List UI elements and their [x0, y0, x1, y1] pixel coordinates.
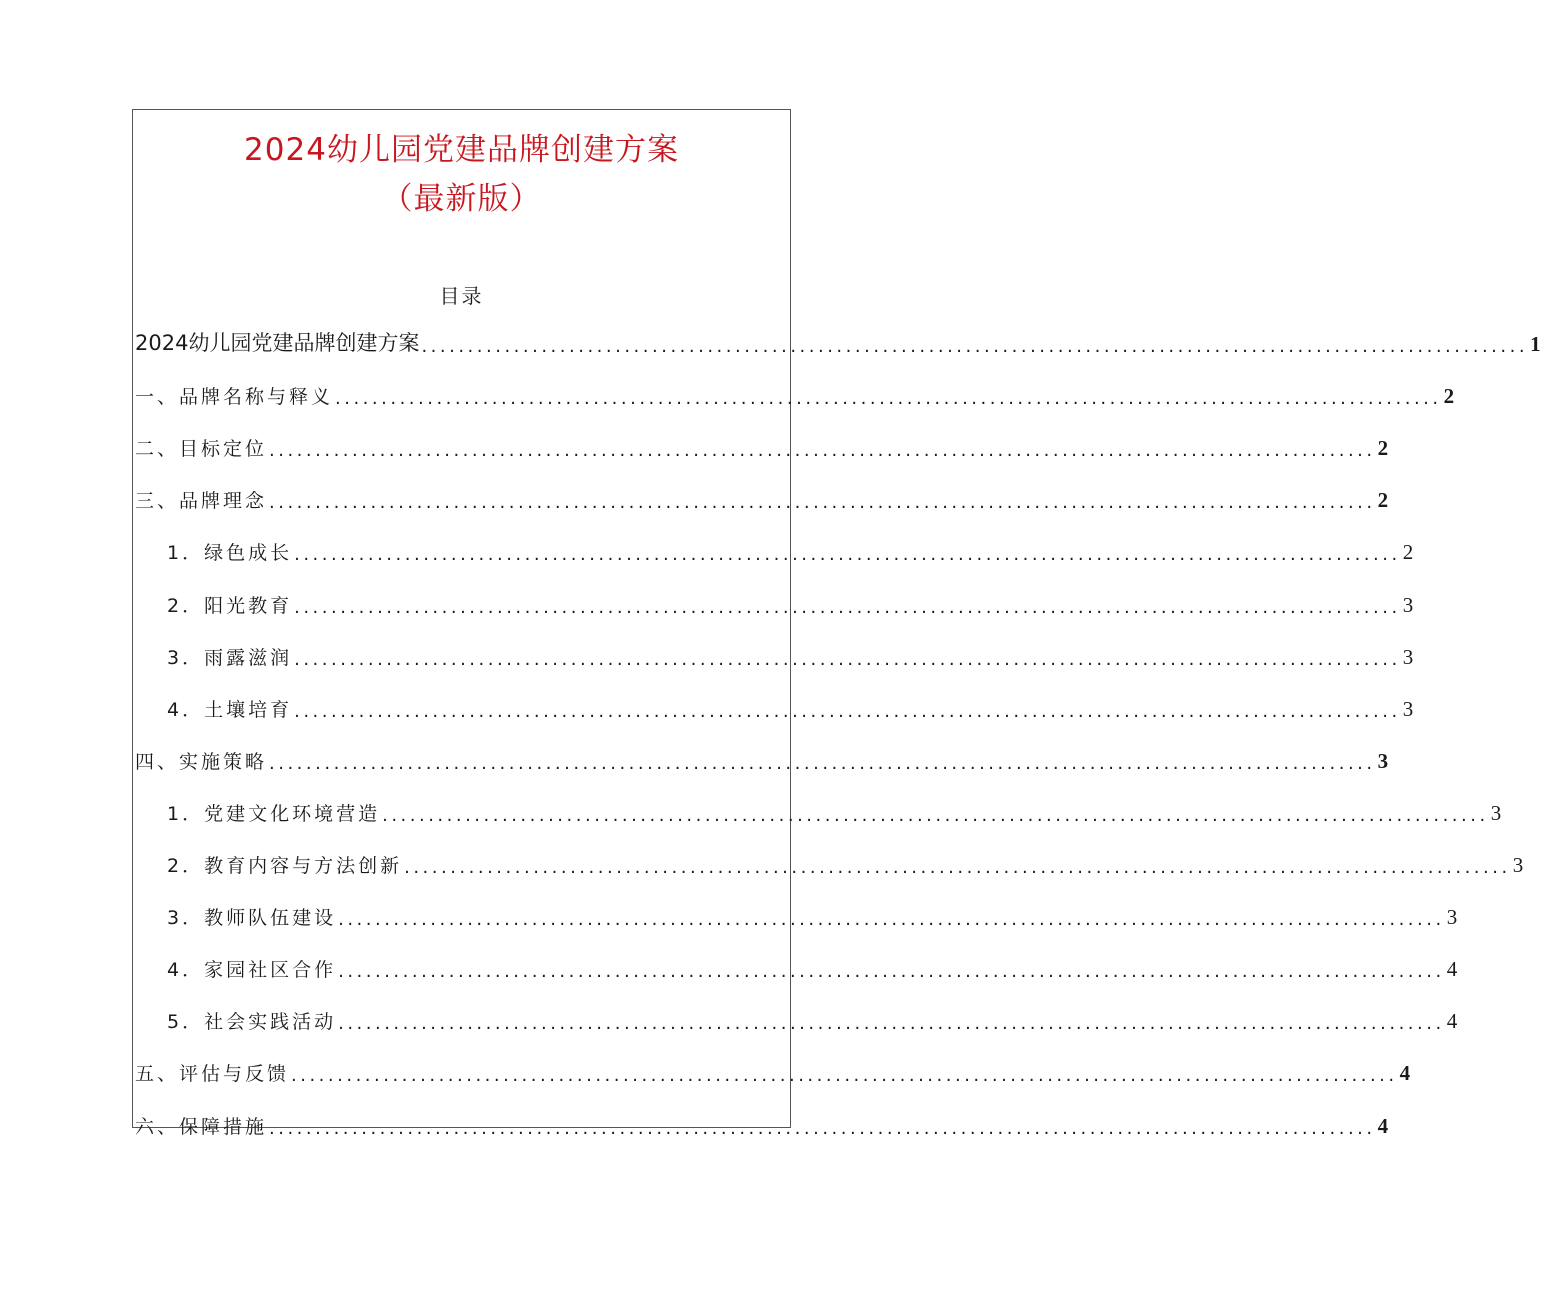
toc-page-number: 4 [1446, 1009, 1458, 1034]
toc-entry[interactable] [135, 327, 1541, 357]
toc-dot-leader: ........................................................................................................................ [269, 1117, 1376, 1139]
toc-page-number: 3 [1402, 696, 1414, 721]
toc-entry-label: 2．教育内容与方法创新 [167, 855, 403, 877]
toc-entry-label: 4．家园社区合作 [167, 959, 337, 982]
toc-entry[interactable] [167, 692, 1414, 722]
toc-entry-label: 1．绿色成长 [167, 542, 293, 565]
toc-dot-leader: ........................................................................................................................ [338, 961, 1445, 983]
toc-page-number: 3 [1377, 748, 1389, 773]
toc-page-number: 2 [1377, 436, 1389, 461]
toc-entry[interactable] [135, 431, 1389, 462]
toc-entry-label: 5．社会实践活动 [167, 1011, 337, 1034]
toc-dot-leader: ........................................................................................................................ [338, 909, 1445, 931]
toc-dot-leader: ........................................................................................................................ [269, 492, 1376, 514]
document-page [132, 109, 1541, 1139]
toc-dot-leader: ........................................................................................................................ [294, 596, 1401, 618]
toc-dot-leader: ........................................................................................................................ [382, 804, 1489, 826]
document-title: 2024幼儿园党建品牌创建方案 [244, 132, 679, 168]
toc-dot-leader: ........................................................................................................................ [294, 700, 1401, 722]
toc-page-number: 3 [1402, 644, 1414, 669]
toc-entry[interactable] [167, 1004, 1458, 1035]
toc-page-number: 2 [1377, 488, 1389, 513]
toc-page-number: 2 [1443, 384, 1455, 409]
toc-entry[interactable] [167, 588, 1414, 618]
toc-page-number: 1 [1530, 332, 1541, 356]
toc-dot-leader: ........................................................................................................................ [404, 857, 1511, 878]
toc-entry[interactable] [135, 744, 1389, 774]
toc-entry[interactable] [167, 848, 1524, 878]
toc-entry-label: 一、品牌名称与释义 [135, 386, 334, 409]
toc-dot-leader: ........................................................................................................................ [421, 336, 1529, 357]
toc-page-number: 3 [1512, 853, 1524, 877]
toc-entry-label: 3．教师队伍建设 [167, 907, 337, 930]
toc-dot-leader: ........................................................................................................................ [294, 648, 1401, 670]
toc-page-number: 2 [1402, 540, 1414, 565]
toc-dot-leader: ........................................................................................................................ [269, 752, 1376, 774]
toc-dot-leader: ........................................................................................................................ [291, 1065, 1398, 1087]
toc-page-number: 4 [1446, 957, 1458, 982]
toc-entry[interactable] [167, 952, 1458, 983]
toc-page-number: 4 [1377, 1113, 1389, 1138]
toc-entry[interactable] [135, 483, 1389, 514]
toc-page-number: 3 [1402, 592, 1414, 617]
toc-entry[interactable] [167, 640, 1414, 670]
toc-entry[interactable] [167, 796, 1502, 826]
toc-dot-leader: ........................................................................................................................ [269, 440, 1376, 462]
toc-entry[interactable] [167, 535, 1414, 566]
toc-entry[interactable] [135, 1056, 1411, 1087]
toc-entry-label: 2．阳光教育 [167, 594, 293, 617]
toc-entry-label: 1．党建文化环境营造 [167, 802, 381, 825]
toc-entry[interactable] [135, 379, 1455, 410]
document-subtitle: （最新版） [381, 181, 542, 217]
toc-entry-label: 三、品牌理念 [135, 490, 268, 513]
toc-page-number: 4 [1399, 1061, 1411, 1086]
toc-entry[interactable] [167, 900, 1458, 931]
toc-heading: 目录 [439, 284, 484, 308]
toc-dot-leader: ........................................................................................................................ [335, 388, 1442, 410]
toc-page-number: 3 [1446, 905, 1458, 930]
toc-entry-label: 四、实施策略 [135, 750, 268, 773]
toc-entry-label: 六、保障措施 [135, 1115, 268, 1138]
toc-entry-label: 二、目标定位 [135, 438, 268, 461]
toc-entry-label: 3．雨露滋润 [167, 646, 293, 669]
toc-page-number: 3 [1490, 800, 1502, 825]
toc-entry-label: 五、评估与反馈 [135, 1063, 290, 1086]
toc-entry[interactable] [135, 1109, 1389, 1139]
toc-dot-leader: ........................................................................................................................ [338, 1013, 1445, 1035]
toc-entry-label: 2024幼儿园党建品牌创建方案 [135, 331, 420, 355]
toc-dot-leader: ........................................................................................................................ [294, 544, 1401, 566]
toc-entry-label: 4．土壤培育 [167, 698, 293, 721]
